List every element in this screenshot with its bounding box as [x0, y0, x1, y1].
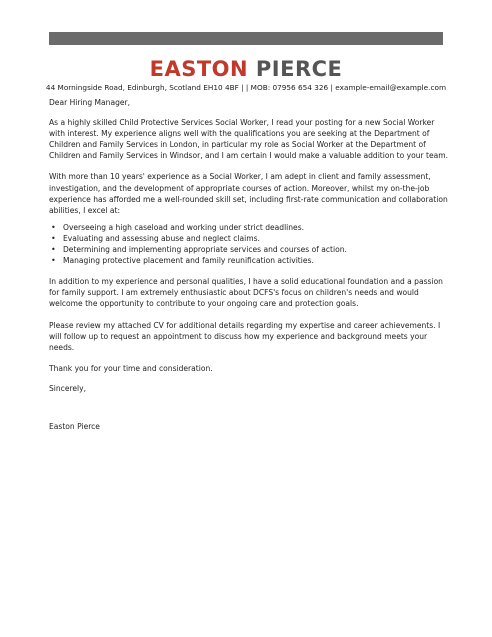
bullet-icon: •: [51, 245, 56, 255]
skills-list: [49, 222, 449, 266]
applicant-name: [0, 56, 492, 82]
letter-body: [49, 97, 449, 432]
contact-details: 44 Morningside Road, Edinburgh, Scotland EH10 4BF | | MOB: 07956 654 326 | example-email@example.com: [45, 83, 447, 92]
signature: Easton Pierce: [49, 421, 100, 431]
bullet-icon: •: [51, 233, 56, 243]
thanks-line: Thank you for your time and consideration.: [49, 363, 213, 373]
first-name: EASTON: [149, 57, 249, 81]
header-bar: [49, 32, 443, 45]
list-item: • Evaluating and assessing abuse and neglect claims.: [51, 233, 260, 243]
list-item: • Determining and implementing appropriate services and courses of action.: [51, 245, 347, 255]
salutation: Dear Hiring Manager,: [49, 98, 131, 107]
paragraph-experience: With more than 10 years' experience as a Social Worker, I am adept in client and family assessment, investigation, and the development of appropriate courses of action. Moreover, whilst my on-the-job experience has afforded me a well-rounded skill set, including first-rate communication and collaboration abilities, I excel at:: [49, 172, 448, 215]
bullet-icon: •: [51, 222, 56, 232]
bullet-icon: •: [51, 256, 56, 266]
paragraph-education: In addition to my experience and personal qualities, I have a solid educational foundation and a passion for family support. I am extremely enthusiastic about DCFS's focus on children's needs and would welcome the opportunity to contribute to your ongoing care and protection goals.: [49, 277, 443, 309]
list-item: • Managing protective placement and family reunification activities.: [51, 256, 314, 266]
paragraph-intro: As a highly skilled Child Protective Services Social Worker, I read your posting for a new Social Worker with interest. My experience aligns well with the qualifications you are seeking at the Department of Children and Family Services in London, in particular my role as Social Worker at the Department of Children and Family Services in Windsor, and I am certain I would make a valuable addition to your team.: [49, 118, 448, 161]
last-name: PIERCE: [255, 57, 343, 81]
closing: Sincerely,: [49, 383, 87, 393]
paragraph-follow-up: Please review my attached CV for additional details regarding my expertise and career achievements. I will follow up to request an appointment to discuss how my experience and background meets your needs.: [49, 320, 441, 352]
list-item: • Overseeing a high caseload and working under strict deadlines.: [51, 222, 305, 232]
